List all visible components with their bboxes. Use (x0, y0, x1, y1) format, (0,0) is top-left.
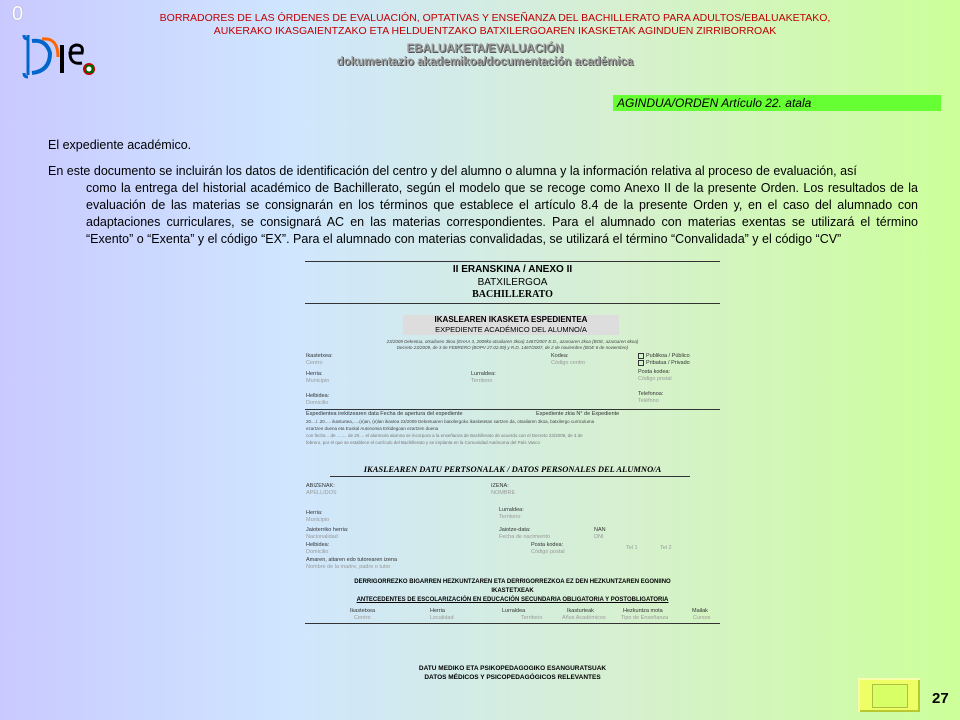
file-number-label: Espediente zkia N° de Expediente (536, 411, 620, 417)
paragraph-first-line: En este documento se incluirán los datos de identificación del centro y del alumno o alumna y la información relativa al proceso de evaluación, así (48, 164, 857, 178)
center-label: Municipio (306, 378, 330, 384)
center-label: Domicilio (306, 400, 329, 406)
personal-label: Helbidea: (306, 542, 330, 548)
opening-text: ezartzen duena eta Euskal Autonomia Erkidegoan ezartzen duena (306, 426, 439, 431)
private-checkbox[interactable] (638, 360, 644, 366)
personal-label: Herria: (306, 510, 323, 516)
medical-title-es: DATOS MÉDICOS Y PSICOPEDAGÓGICOS RELEVANTES (424, 674, 601, 681)
rule (305, 303, 720, 304)
rule (305, 261, 720, 262)
personal-data-title: IKASLEAREN DATU PERTSONALAK / DATOS PERSONALES DEL ALUMNO/A (363, 464, 662, 474)
rule (330, 476, 690, 477)
center-right-label: Publikoa / Público (646, 353, 690, 359)
personal-label: Jaioterriko herria: (306, 527, 349, 533)
personal-mid-label: Posta kodea: (531, 542, 564, 548)
opening-date-label: Espedientea irekitzearen data Fecha de apertura del expediente (306, 411, 463, 417)
level-eu: BATXILERGOA (477, 277, 548, 288)
die-logo-icon (22, 33, 96, 79)
prev-col-es: Centro (354, 615, 371, 621)
center-label: Herria: (306, 371, 323, 377)
prev-schooling-title: ANTECEDENTES DE ESCOLARIZACIÓN EN EDUCACIÓN SECUNDARIA OBLIGATORIA Y POSTOBLIGATORIA (356, 597, 669, 603)
personal-label: Nombre de la madre, padre o tutor (306, 564, 391, 570)
personal-mid-label: Jaiotze-data: (499, 527, 531, 533)
header-title (150, 12, 840, 38)
center-right-label: Telefonoa: (638, 391, 664, 397)
center-mid-label: Lurraldea: (471, 371, 496, 377)
prev-schooling-title: DERRIGORREZKO BIGARREN HEZKUNTZAREN ETA DERRIGORREZKOA EZ DEN HEZKUNTZAREN EGONIINO (354, 579, 671, 585)
next-button[interactable] (858, 678, 920, 712)
annex-document-image (305, 261, 720, 691)
prev-col-eu: Hezkuntza mota (623, 608, 663, 614)
header-title-line1: BORRADORES DE LAS ÓRDENES DE EVALUACIÓN, OPTATIVAS Y ENSEÑANZA DEL BACHILLERATO PARA ADULTOS/EBALUAKETAKO, (159, 12, 831, 24)
center-label: Ikastetxea: (306, 353, 333, 359)
level-es: BACHILLERATO (472, 289, 553, 300)
personal-mid-label: Lurraldea: (499, 507, 524, 513)
personal-right-label: Tel 2 (660, 545, 672, 551)
center-right-label: Código postal (638, 376, 672, 382)
center-label: Centro (306, 360, 323, 366)
prev-col-es: Territorio (521, 615, 543, 621)
personal-mid-label: IZENA: (491, 483, 509, 489)
public-checkbox[interactable] (638, 353, 644, 359)
expedient-es: EXPEDIENTE ACADÉMICO DEL ALUMNO/A (435, 325, 587, 334)
section-title: El expediente académico. (48, 138, 192, 152)
page-number: 27 (932, 690, 949, 707)
decree-line-1: 23/2009 Dekretua, otsailaren 3koa (EHAA 3, 2009ko otsailaren 3koa) 1467/2007 E.D., azaroaren 2koa (BOE, azaroaren 6koa) (386, 339, 639, 344)
prev-col-eu: Herria (430, 608, 445, 614)
prev-col-es: Tipo de Enseñanza (621, 615, 669, 621)
rule (305, 623, 720, 624)
prev-col-eu: Ikastetxea (350, 608, 376, 614)
paragraph-rest: como la entrega del historial académico de Bachillerato, según el modelo que se recoge como Anexo II de la presente Orden. Los resultados de la evaluación de las materias se consignarán en los términos que establece el artículo 8.4 de la presente Orden y, en el caso del alumnado con adaptaciones curriculares, se consignará AC en las materias correspondientes. Para el alumnado con materias exentas se utilizará el término “Exento” o “Exenta” y el código “EX”. Para el alumnado con materias convalidadas, se utilizará el término “Convalidada” y el código “CV” (86, 181, 918, 246)
decree-line-2: Decreto 23/2009, de 3 de FEBRERO (BOPV 27.02.09) y R.D. 1467/2007, de 2 de noviembre (BOE 6 de noviembre) (396, 345, 629, 350)
personal-label: Municipio (306, 517, 330, 523)
center-mid-label: Territorio (471, 378, 493, 384)
orden-label: AGINDUA/ORDEN Artículo 22. atala (613, 95, 941, 111)
personal-right-label: DNI (594, 534, 604, 540)
personal-label: Domicilio (306, 549, 329, 555)
prev-col-eu: Ikasturteak (567, 608, 594, 614)
prev-schooling-title: IKASTETXEAK (491, 588, 534, 594)
body-paragraph (48, 163, 918, 248)
header-subtitle-2: dokumentazio akademikoa/documentación académica (336, 56, 634, 68)
personal-mid-label: NOMBRE (491, 490, 516, 496)
personal-mid-label: Fecha de nacimiento (499, 534, 551, 540)
opening-text: con fecha .. de ........ de 20.... el alumno/a alumna se incorpora a la enseñanza de Bachillerato de acuerdo con el Decreto 23/2009, de 3 de (306, 433, 583, 438)
center-mid-label: Código centro (551, 360, 586, 366)
prev-col-eu: Lurraldea (502, 608, 526, 614)
personal-right-label: Tel 1 (626, 545, 638, 551)
prev-col-eu: Mailak (692, 608, 708, 614)
next-icon (872, 684, 908, 708)
header-subtitle-1: EBALUAKETA/EVALUACIÓN (406, 43, 564, 55)
personal-label: ABIZENAK: (306, 483, 335, 489)
center-right-label: Pribatua / Privado (646, 360, 690, 366)
prev-col-es: Años Académicos (562, 615, 606, 621)
center-right-label: Teléfono (638, 398, 659, 404)
personal-label: Nacionalidad (306, 534, 338, 540)
personal-label: Amaren, aitaren edo tutorearen izena (306, 557, 398, 563)
center-label: Helbidea: (306, 393, 330, 399)
personal-label: APELLIDOS (306, 490, 337, 496)
personal-mid-label: Código postal (531, 549, 565, 555)
rule (305, 409, 720, 410)
header-title-line2: AUKERAKO IKASGAIENTZAKO ETA HELDUENTZAKO BATXILERGOAREN IKASKETAK AGINDUEN ZIRRIBORROAK (213, 25, 777, 37)
personal-right-label: NAN (594, 527, 606, 533)
center-right-label: Posta kodea: (638, 369, 671, 375)
personal-mid-label: Territorio (499, 514, 521, 520)
opening-text: 20..../..20..... ikasturtea,.....(e)an, (e)lan ikastea 23/2009 Dekretuaren batxilergoko ikasketetan sartzen da, otsailaren 3koa, batxilergo curriculuma (306, 419, 595, 424)
annex-title: II ERANSKINA / ANEXO II (452, 264, 573, 275)
center-mid-label: Kodea: (551, 353, 569, 359)
slide-number: 0 (12, 3, 24, 25)
expedient-eu: IKASLEAREN IKASKETA ESPEDIENTEA (434, 315, 588, 324)
prev-col-es: Localidad (430, 615, 454, 621)
prev-col-es: Cursos (693, 615, 711, 621)
opening-text: febrero, por el que se establece el currículo del Bachillerato y se implanta en la Comunidad Autónoma del País Vasco (306, 440, 541, 445)
medical-title-eu: DATU MEDIKO ETA PSIKOPEDAGOGIKO ESANGURATSUAK (418, 665, 607, 672)
